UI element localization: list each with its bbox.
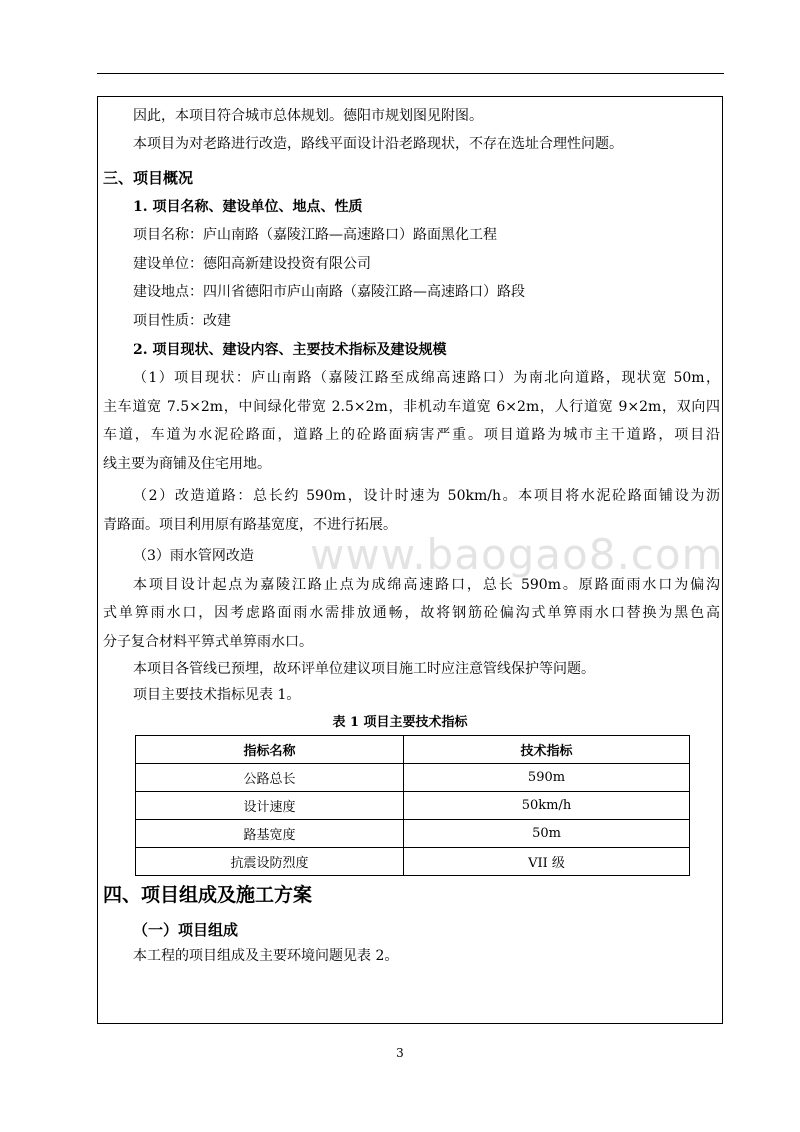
- subsection-1-heading: 1. 项目名称、建设单位、地点、性质: [133, 199, 363, 215]
- section-4-text: 本工程的项目组成及主要环境问题见表 2。: [133, 948, 399, 964]
- table-row: [136, 792, 690, 820]
- section-4-heading: 四、项目组成及施工方案: [103, 884, 313, 906]
- technical-indicators-table: [135, 735, 690, 876]
- table-cell: 路基宽度: [136, 820, 404, 848]
- header-rule: [97, 73, 724, 74]
- watermark: www.baogao8.com: [310, 530, 724, 579]
- paragraph-planning: 因此，本项目符合城市总体规划。德阳市规划图见附图。: [133, 108, 483, 124]
- table-1-caption: 表 1 项目主要技术指标: [332, 715, 468, 730]
- subsection-2-heading: 2. 项目现状、建设内容、主要技术指标及建设规模: [133, 342, 447, 358]
- construction-site-line: 建设地点：四川省德阳市庐山南路（嘉陵江路—高速路口）路段: [133, 284, 525, 300]
- rainwater-line-2: 式单箅雨水口，因考虑路面雨水需排放通畅，故将钢筋砼偏沟式单箅雨水口替换为黑色高: [103, 605, 720, 621]
- table-cell: 50m: [404, 820, 690, 848]
- status-line-4: 线主要为商铺及住宅用地。: [103, 456, 271, 472]
- table-cell: 公路总长: [136, 764, 404, 792]
- table-cell: VII 级: [404, 848, 690, 876]
- table-reference: 项目主要技术指标见表 1。: [133, 687, 301, 703]
- pipeline-note: 本项目各管线已预埋，故环评单位建议项目施工时应注意管线保护等问题。: [133, 661, 595, 677]
- page-number: 3: [396, 1046, 404, 1060]
- table-row: [136, 848, 690, 876]
- table-cell: 抗震设防烈度: [136, 848, 404, 876]
- project-name-line: 项目名称：庐山南路（嘉陵江路—高速路口）路面黑化工程: [133, 227, 497, 243]
- table-header-row: [136, 736, 690, 764]
- rainwater-heading: （3）雨水管网改造: [133, 548, 254, 564]
- section-4-subheading: （一）项目组成: [133, 921, 239, 939]
- table-header-cell: 指标名称: [136, 736, 404, 764]
- project-nature-line: 项目性质：改建: [133, 313, 231, 329]
- table-cell: 设计速度: [136, 792, 404, 820]
- road-line-2: 青路面。项目利用原有路基宽度，不进行拓展。: [103, 517, 397, 533]
- status-line-1: （1）项目现状：庐山南路（嘉陵江路至成绵高速路口）为南北向道路，现状宽 50m，: [133, 370, 720, 386]
- status-line-2: 主车道宽 7.5×2m，中间绿化带宽 2.5×2m，非机动车道宽 6×2m，人行道宽 9×2m，双向四: [103, 399, 720, 415]
- table-row: [136, 820, 690, 848]
- table-cell: 50km/h: [404, 792, 690, 820]
- table-row: [136, 764, 690, 792]
- construction-unit-line: 建设单位：德阳高新建设投资有限公司: [133, 256, 371, 272]
- status-line-3: 车道，车道为水泥砼路面，道路上的砼路面病害严重。项目道路为城市主干道路，项目沿: [103, 427, 720, 443]
- table-cell: 590m: [404, 764, 690, 792]
- table-header-cell: 技术指标: [404, 736, 690, 764]
- rainwater-line-3: 分子复合材料平箅式单箅雨水口。: [103, 634, 313, 650]
- rainwater-line-1: 本项目设计起点为嘉陵江路止点为成绵高速路口，总长 590m。原路面雨水口为偏沟: [133, 577, 720, 593]
- section-3-heading: 三、项目概况: [103, 169, 194, 187]
- road-line-1: （2）改造道路：总长约 590m，设计时速为 50km/h。本项目将水泥砼路面铺设为沥: [133, 488, 720, 504]
- paragraph-site-selection: 本项目为对老路进行改造，路线平面设计沿老路现状，不存在选址合理性问题。: [133, 136, 623, 152]
